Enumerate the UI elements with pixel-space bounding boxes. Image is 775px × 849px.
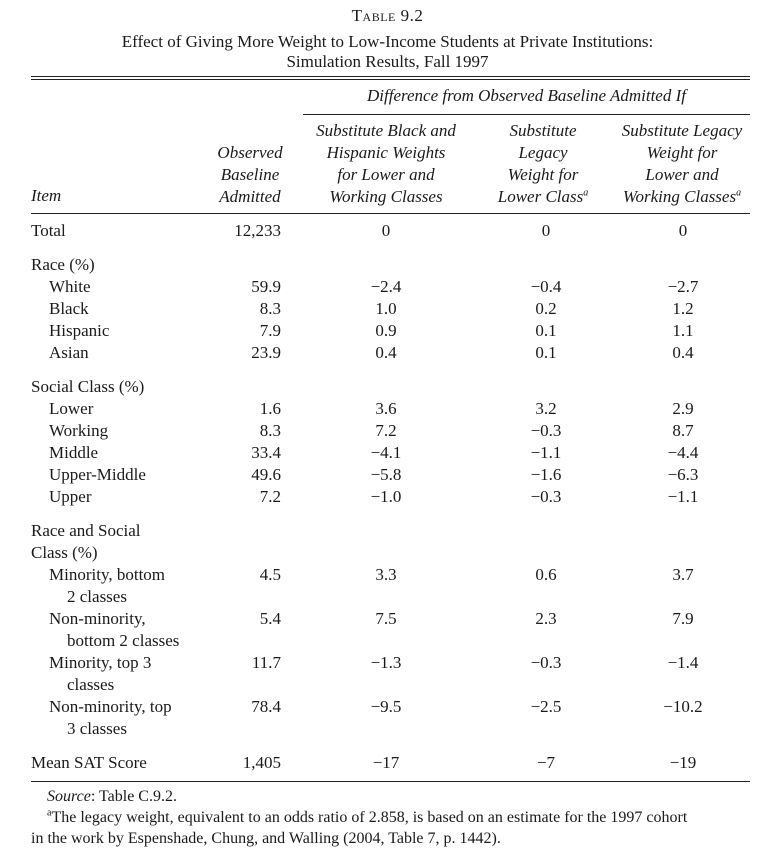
top-rule bbox=[31, 76, 750, 77]
row-label: Upper-Middle bbox=[49, 465, 146, 484]
table-row-nonminority-bottom bbox=[31, 608, 750, 650]
row-label: Lower bbox=[49, 399, 94, 418]
cell-diff1: −17 bbox=[372, 753, 400, 772]
row-label: Middle bbox=[49, 443, 99, 462]
cell-diff1: −2.4 bbox=[370, 277, 402, 296]
cell-diff1: 0 bbox=[381, 221, 391, 240]
cell-diff3: −6.3 bbox=[667, 465, 699, 484]
row-label: Upper bbox=[49, 487, 92, 506]
cell-diff3: −2.7 bbox=[667, 277, 699, 296]
section-label: Race (%) bbox=[31, 255, 95, 274]
table-row-minority-bottom bbox=[31, 564, 750, 606]
col-header-line: Lower Class$^a$ bbox=[497, 187, 589, 206]
cell-diff2: −7 bbox=[536, 753, 556, 772]
section-header-race bbox=[31, 254, 750, 276]
section-header-social-class bbox=[31, 376, 750, 398]
cell-diff1: 0.9 bbox=[375, 321, 397, 340]
col-header-legacy-lower-working bbox=[608, 120, 756, 208]
footnote bbox=[31, 807, 753, 849]
cell-diff1: −1.0 bbox=[370, 487, 402, 506]
cell-diff2: −0.3 bbox=[530, 653, 562, 672]
cell-diff2: −0.3 bbox=[530, 487, 562, 506]
cell-diff1: 1.0 bbox=[375, 299, 397, 318]
cell-diff2: −2.5 bbox=[530, 697, 562, 716]
row-label: Mean SAT Score bbox=[31, 753, 147, 772]
section-label: Social Class (%) bbox=[31, 377, 145, 396]
row-label: Working bbox=[49, 421, 109, 440]
row-label: White bbox=[49, 277, 91, 296]
footnote-line2: in the work by Espenshade, Chung, and Walling (2004, Table 7, p. 1442). bbox=[31, 830, 501, 847]
bottom-rule bbox=[31, 781, 750, 782]
row-label: Non-minority, bbox=[49, 609, 146, 628]
table-row-upper-middle bbox=[31, 464, 750, 486]
cell-diff1: 3.3 bbox=[375, 565, 397, 584]
cell-baseline: 7.2 bbox=[259, 487, 281, 506]
cell-baseline: 33.4 bbox=[251, 443, 281, 462]
cell-diff2: −1.6 bbox=[530, 465, 562, 484]
table-row-black bbox=[31, 298, 750, 320]
col-header-line: Working Classes$^a$ bbox=[622, 187, 742, 206]
cell-baseline: 11.7 bbox=[251, 653, 281, 672]
table-row-white bbox=[31, 276, 750, 298]
cell-diff3: −4.4 bbox=[667, 443, 699, 462]
cell-baseline: 1,405 bbox=[242, 753, 281, 772]
col-header-line: Admitted bbox=[219, 187, 281, 206]
cell-diff2: 0.1 bbox=[535, 343, 557, 362]
row-label-cont: 3 classes bbox=[67, 719, 127, 738]
col-header-line: Working Classes bbox=[329, 187, 443, 206]
cell-baseline: 12,233 bbox=[234, 221, 281, 240]
cell-diff2: 2.3 bbox=[535, 609, 557, 628]
row-label: Minority, top 3 bbox=[49, 653, 152, 672]
cell-diff2: 0 bbox=[541, 221, 551, 240]
table-row-middle bbox=[31, 442, 750, 464]
col-header-line: Substitute bbox=[509, 121, 577, 140]
cell-diff3: 3.7 bbox=[672, 565, 694, 584]
table-row-working bbox=[31, 420, 750, 442]
cell-diff3: 0 bbox=[678, 221, 688, 240]
header-rule bbox=[31, 213, 750, 214]
col-header-baseline bbox=[200, 142, 300, 208]
footnote-text: The legacy weight, equivalent to an odds ratio of 2.858, is based on an estimate for the 1997 cohort bbox=[51, 809, 688, 826]
cell-baseline: 7.9 bbox=[259, 321, 281, 340]
cell-diff1: 3.6 bbox=[375, 399, 397, 418]
col-header-line: Observed bbox=[217, 143, 283, 162]
cell-diff2: 3.2 bbox=[535, 399, 557, 418]
cell-baseline: 8.3 bbox=[259, 421, 281, 440]
row-label: Minority, bottom bbox=[49, 565, 166, 584]
cell-baseline: 8.3 bbox=[259, 299, 281, 318]
cell-diff2: 0.2 bbox=[535, 299, 557, 318]
cell-diff1: 7.2 bbox=[375, 421, 397, 440]
cell-diff2: −1.1 bbox=[530, 443, 562, 462]
section-label: Race and Social bbox=[31, 521, 141, 540]
cell-baseline: 78.4 bbox=[251, 697, 281, 716]
col-header-legacy-lower bbox=[482, 120, 604, 208]
source-label: Source bbox=[47, 788, 91, 805]
cell-diff3: 0.4 bbox=[672, 343, 694, 362]
table-title-line2: Simulation Results, Fall 1997 bbox=[286, 52, 489, 71]
footnote-marker: a bbox=[583, 187, 589, 199]
table-row-hispanic bbox=[31, 320, 750, 342]
cell-diff2: 0.1 bbox=[535, 321, 557, 340]
col-header-line: for Lower and bbox=[337, 165, 435, 184]
row-label-cont: 2 classes bbox=[67, 587, 127, 606]
cell-diff1: −1.3 bbox=[370, 653, 402, 672]
top-rule-double bbox=[31, 79, 750, 80]
cell-diff2: 0.6 bbox=[535, 565, 557, 584]
table-title-line1: Effect of Giving More Weight to Low-Income Students at Private Institutions: bbox=[121, 32, 654, 51]
item-header: Item bbox=[31, 186, 62, 205]
cell-diff2: −0.3 bbox=[530, 421, 562, 440]
cell-baseline: 23.9 bbox=[251, 343, 281, 362]
cell-baseline: 59.9 bbox=[251, 277, 281, 296]
cell-diff3: −19 bbox=[669, 753, 697, 772]
row-label-cont: bottom 2 classes bbox=[67, 631, 180, 650]
spanner-header: Difference from Observed Baseline Admitted If bbox=[367, 86, 686, 105]
cell-diff3: 7.9 bbox=[672, 609, 694, 628]
spanner-rule bbox=[303, 114, 750, 115]
col-header-line: Substitute Legacy bbox=[621, 121, 743, 140]
table-row-minority-top bbox=[31, 652, 750, 694]
row-label: Hispanic bbox=[49, 321, 110, 340]
section-header-race-class-cont bbox=[31, 542, 750, 564]
col-header-line: Hispanic Weights bbox=[326, 143, 446, 162]
cell-baseline: 49.6 bbox=[251, 465, 281, 484]
cell-diff3: 8.7 bbox=[672, 421, 694, 440]
table-row-asian bbox=[31, 342, 750, 364]
footnote-marker: a bbox=[736, 187, 742, 199]
table-row-nonminority-top bbox=[31, 696, 750, 738]
cell-baseline: 1.6 bbox=[259, 399, 281, 418]
col-header-black-hispanic bbox=[303, 120, 469, 208]
section-header-race-class bbox=[31, 520, 750, 542]
table-row-mean-sat bbox=[31, 752, 750, 774]
row-label: Total bbox=[31, 221, 66, 240]
cell-diff1: −5.8 bbox=[370, 465, 402, 484]
cell-diff3: −1.1 bbox=[667, 487, 699, 506]
source-note bbox=[47, 786, 769, 807]
source-text: : Table C.9.2. bbox=[90, 788, 177, 805]
cell-diff3: 2.9 bbox=[672, 399, 694, 418]
cell-diff2: −0.4 bbox=[530, 277, 562, 296]
col-header-line: Legacy bbox=[518, 143, 568, 162]
cell-diff1: −4.1 bbox=[370, 443, 402, 462]
col-header-line: Substitute Black and bbox=[316, 121, 456, 140]
footnote-marker: a bbox=[47, 807, 52, 819]
row-label: Black bbox=[49, 299, 89, 318]
table-title bbox=[0, 32, 775, 72]
cell-diff3: −10.2 bbox=[663, 697, 703, 716]
row-label: Non-minority, top bbox=[49, 697, 172, 716]
cell-baseline: 4.5 bbox=[259, 565, 281, 584]
col-header-line: Weight for bbox=[507, 165, 579, 184]
cell-diff1: −9.5 bbox=[370, 697, 402, 716]
col-header-line: Baseline bbox=[220, 165, 280, 184]
section-label: Class (%) bbox=[31, 543, 98, 562]
cell-baseline: 5.4 bbox=[259, 609, 281, 628]
cell-diff3: 1.1 bbox=[672, 321, 694, 340]
cell-diff3: −1.4 bbox=[667, 653, 699, 672]
table-number: Table 9.2 bbox=[351, 6, 424, 25]
cell-diff1: 7.5 bbox=[375, 609, 397, 628]
cell-diff3: 1.2 bbox=[672, 299, 694, 318]
row-label: Asian bbox=[49, 343, 89, 362]
row-label-cont: classes bbox=[67, 675, 115, 694]
footnote-line1 bbox=[31, 807, 753, 828]
cell-diff1: 0.4 bbox=[375, 343, 397, 362]
col-header-line: Weight for bbox=[646, 143, 718, 162]
table-row-lower bbox=[31, 398, 750, 420]
table-row-upper bbox=[31, 486, 750, 508]
table-row-total bbox=[31, 220, 750, 242]
col-header-line: Lower and bbox=[645, 165, 719, 184]
